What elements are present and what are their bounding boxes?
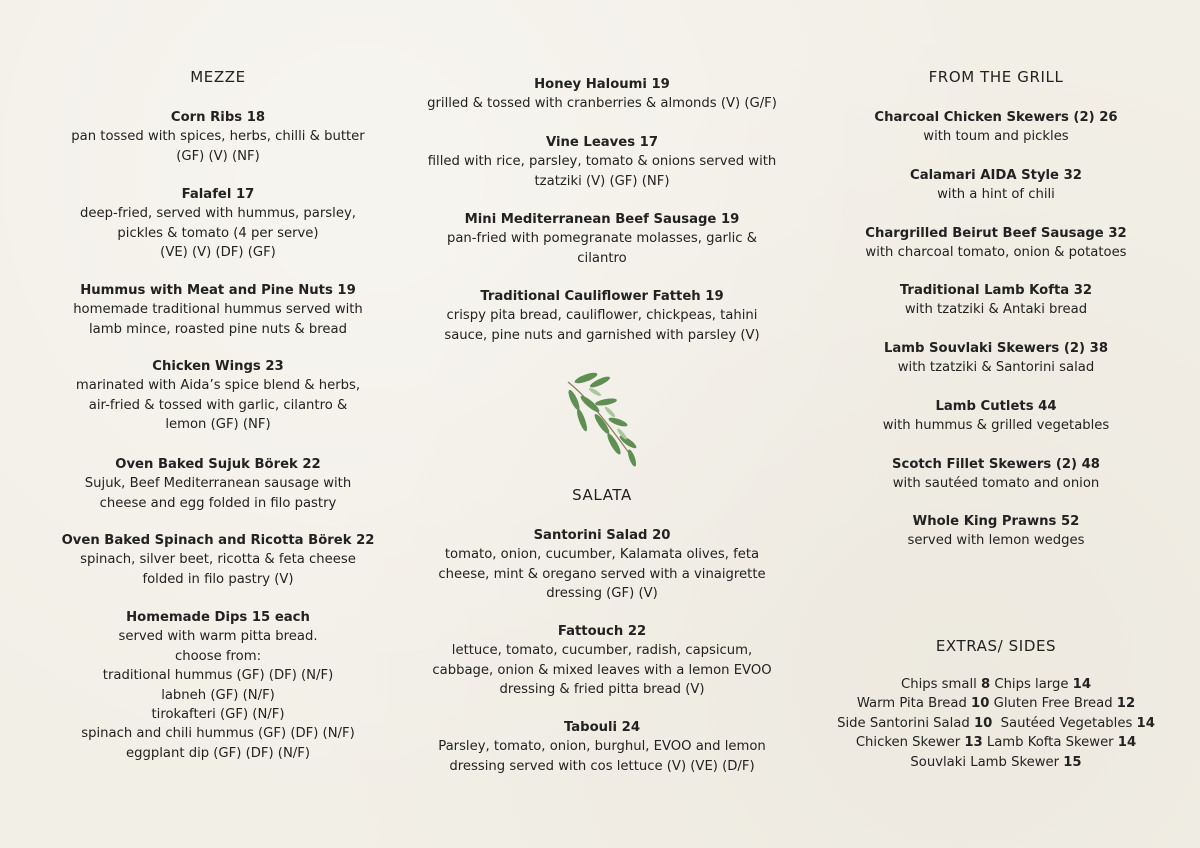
- menu-item: [796, 512, 1196, 551]
- item-description: crispy pita bread, cauliflower, chickpeas, tahini sauce, pine nuts and garnished with parsley (V): [444, 308, 760, 343]
- extras-line: [796, 714, 1196, 733]
- menu-item: [18, 357, 418, 435]
- menu-item: [18, 608, 418, 763]
- extras-label: Souvlaki Lamb Skewer: [910, 754, 1064, 770]
- item-name: Traditional Cauliflower Fatteh 19: [480, 289, 724, 304]
- item-name: Vine Leaves 17: [546, 135, 658, 150]
- extras-label: Side Santorini Salad: [837, 715, 974, 731]
- menu-item: [18, 108, 418, 166]
- item-name: Chicken Wings 23: [152, 359, 284, 374]
- item-description: with charcoal tomato, onion & potatoes: [865, 245, 1127, 261]
- item-description: with tzatziki & Santorini salad: [897, 360, 1095, 376]
- item-name: Scotch Fillet Skewers (2) 48: [892, 457, 1100, 472]
- item-description: with toum and pickles: [923, 129, 1069, 145]
- item-description: marinated with Aida’s spice blend & herbs, air-fried & tossed with garlic, cilantro & lemon (GF) (NF): [75, 378, 361, 433]
- item-description: spinach, silver beet, ricotta & feta cheese folded in filo pastry (V): [80, 552, 356, 587]
- menu-item: [402, 622, 802, 700]
- extras-line: [796, 675, 1196, 694]
- item-name: Lamb Souvlaki Skewers (2) 38: [883, 341, 1109, 356]
- item-description: pan-fried with pomegranate molasses, garlic & cilantro: [446, 231, 758, 266]
- extras-label: Gluten Free Bread: [989, 696, 1117, 712]
- extras-label: Chicken Skewer: [855, 735, 965, 751]
- menu-item: [18, 281, 418, 339]
- extras-label: Chips small: [901, 677, 981, 692]
- menu-item: [796, 281, 1196, 320]
- item-description: deep-fried, served with hummus, parsley, pickles & tomato (4 per serve) (VE) (V) (DF) (GF): [80, 206, 356, 261]
- item-description: with tzatziki & Antaki bread: [904, 302, 1088, 318]
- item-description: with a hint of chili: [937, 187, 1055, 203]
- extras-label: Chips large: [990, 677, 1073, 692]
- extras-label: Warm Pita Bread: [856, 696, 972, 712]
- menu-item: [796, 224, 1196, 263]
- item-description: with sautéed tomato and onion: [892, 476, 1100, 492]
- menu-item: [402, 75, 802, 114]
- item-description: tomato, onion, cucumber, Kalamata olives, feta cheese, mint & oregano served with a vinaigrette dressing (GF) (V): [438, 547, 766, 602]
- menu-item: [402, 718, 802, 776]
- menu-item: [402, 210, 802, 268]
- item-description: Sujuk, Beef Mediterranean sausage with cheese and egg folded in filo pastry: [84, 476, 352, 511]
- item-name: Charcoal Chicken Skewers (2) 26: [874, 110, 1118, 125]
- item-description: grilled & tossed with cranberries & almonds (V) (G/F): [427, 96, 777, 112]
- item-name: Hummus with Meat and Pine Nuts 19: [80, 283, 356, 298]
- item-name: Honey Haloumi 19: [534, 77, 670, 92]
- item-name: Falafel 17: [181, 187, 255, 202]
- section-title-extras: EXTRAS/ SIDES: [935, 637, 1057, 655]
- section-title-salata: SALATA: [572, 486, 632, 504]
- item-description: Parsley, tomato, onion, burghul, EVOO and lemon dressing served with cos lettuce (V) (VE) (D/F): [438, 739, 766, 774]
- menu-item: [18, 531, 418, 589]
- menu-item: [796, 166, 1196, 205]
- menu-item: [402, 526, 802, 604]
- item-name: Lamb Cutlets 44: [935, 399, 1057, 414]
- extras-price: 14: [1072, 677, 1091, 692]
- menu-item: [18, 185, 418, 263]
- extras-line: [796, 694, 1196, 713]
- extras-list: [796, 675, 1196, 772]
- extras-price: 13: [964, 735, 983, 751]
- extras-price: 12: [1116, 696, 1136, 712]
- extras-price: 15: [1063, 754, 1082, 770]
- item-description: served with lemon wedges: [907, 533, 1085, 549]
- item-name: Oven Baked Sujuk Börek 22: [115, 457, 321, 472]
- extras-line: [796, 753, 1196, 772]
- item-description: homemade traditional hummus served with lamb mince, roasted pine nuts & bread: [73, 302, 363, 337]
- extras-label: Lamb Kofta Skewer: [982, 735, 1118, 751]
- item-name: Corn Ribs 18: [170, 110, 266, 125]
- menu-item: [796, 108, 1196, 147]
- menu-item: [18, 455, 418, 513]
- item-description: filled with rice, parsley, tomato & onions served with tzatziki (V) (GF) (NF): [427, 154, 777, 189]
- menu-item: [796, 339, 1196, 378]
- olive-branch-icon: [562, 372, 642, 468]
- extras-price: 10: [973, 715, 993, 731]
- menu-item: [796, 455, 1196, 494]
- item-description: with hummus & grilled vegetables: [882, 418, 1110, 434]
- item-name: Oven Baked Spinach and Ricotta Börek 22: [61, 533, 375, 548]
- item-name: Fattouch 22: [557, 624, 647, 639]
- item-name: Santorini Salad 20: [533, 528, 671, 543]
- extras-price: 8: [980, 677, 991, 692]
- item-description: pan tossed with spices, herbs, chilli & butter (GF) (V) (NF): [71, 129, 365, 164]
- item-name: Calamari AIDA Style 32: [910, 168, 1082, 183]
- extras-price: 10: [971, 696, 990, 712]
- extras-line: [796, 733, 1196, 752]
- menu-item: [402, 287, 802, 345]
- extras-price: 14: [1117, 735, 1137, 751]
- item-name: Chargrilled Beirut Beef Sausage 32: [865, 226, 1127, 241]
- item-name: Tabouli 24: [563, 720, 641, 735]
- extras-price: 14: [1136, 715, 1155, 731]
- item-name: Homemade Dips 15 each: [126, 610, 310, 625]
- menu-item: [796, 397, 1196, 436]
- item-description: served with warm pitta bread. choose from: traditional hummus (GF) (DF) (N/F) labneh (GF) (N/F) tirokafteri (GF) (N/F) spinach and chili hummus (GF) (DF) (N/F) eggplant dip (GF) (DF) (N/F): [81, 629, 355, 761]
- item-description: lettuce, tomato, cucumber, radish, capsicum, cabbage, onion & mixed leaves with a lemon EVOO dressing & fried pitta bread (V): [432, 643, 772, 698]
- item-name: Traditional Lamb Kofta 32: [899, 283, 1093, 298]
- section-title-grill: FROM THE GRILL: [928, 68, 1064, 86]
- item-name: Mini Mediterranean Beef Sausage 19: [464, 212, 740, 227]
- menu-item: [402, 133, 802, 191]
- section-title-mezze: MEZZE: [190, 68, 246, 86]
- item-name: Whole King Prawns 52: [912, 514, 1080, 529]
- extras-label: Sautéed Vegetables: [992, 715, 1137, 731]
